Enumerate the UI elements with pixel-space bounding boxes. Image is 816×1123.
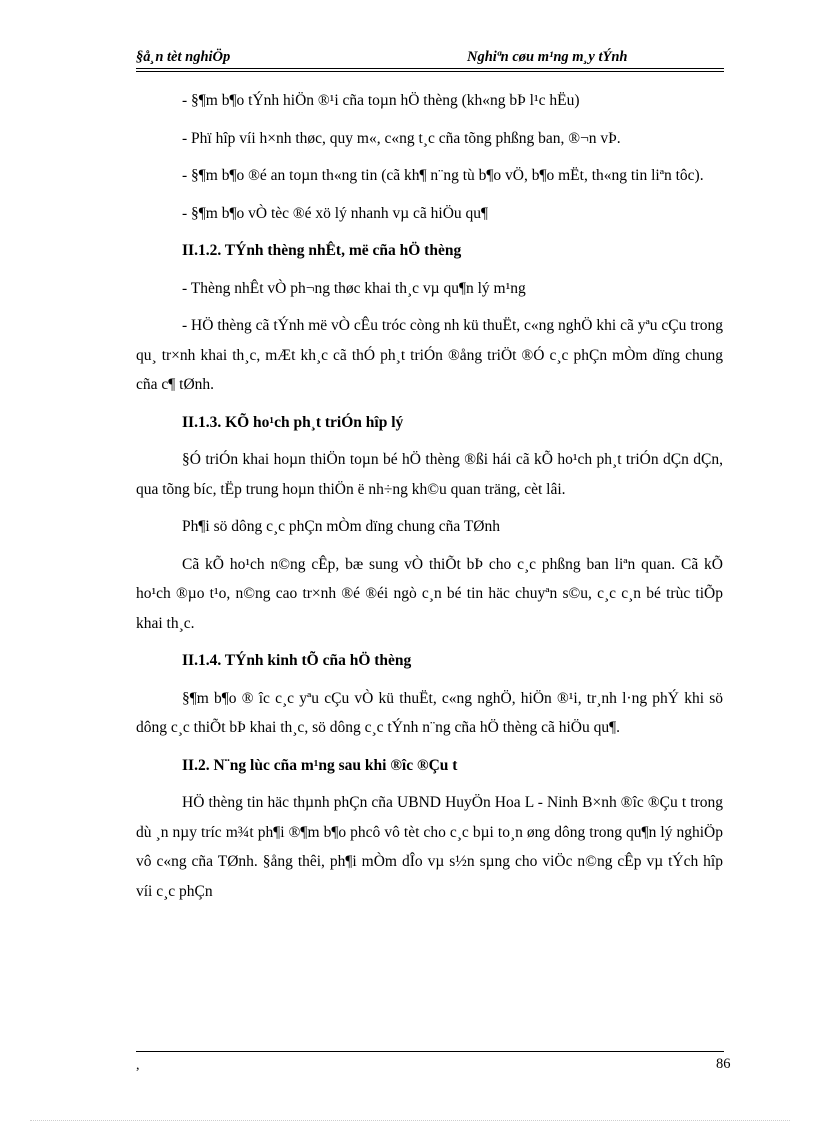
paragraph: - HÖ thèng cã tÝnh më vÒ cÊu tróc còng nh kü thuËt, c«ng nghÖ khi cã yªu cÇu trong qu¸ tr×nh khai th¸c, mÆt kh¸c cã thÓ ph¸t triÓn ®ång triÖt ®Ó c¸c phÇn mÒm dïng chung cña c¶ tØnh. [136,317,723,393]
header-right-title: Nghiªn cøu m¹ng m¸y tÝnh [467,49,628,65]
paragraph: - Thèng nhÊt vÒ ph¬ng thøc khai th¸c vµ qu¶n lý m¹ng [182,279,526,297]
paragraph: §Ó triÓn khai hoµn thiÖn toµn bé hÖ thèng ®ßi hái cã kÕ ho¹ch ph¸t triÓn dÇn dÇn, qua tõng bíc, tËp trung hoµn thiÖn ë nh÷ng kh©u quan träng, cèt lâi. [136,451,723,498]
paragraph: - §¶m b¶o ®é an toµn th«ng tin (cã kh¶ n¨ng tù b¶o vÖ, b¶o mËt, th«ng tin liªn tôc). [182,167,704,184]
header-rule [136,68,724,72]
header-left-title: §å¸n tèt nghiÖp [136,49,231,65]
page-edge-dotted-line [30,1120,790,1121]
footer-mark: , [136,1058,140,1073]
paragraph: HÖ thèng tin häc thµnh phÇn cña UBND HuyÖn Hoa L - Ninh B×nh ®îc ®Çu t trong dù ¸n nµy tríc m¾t ph¶i ®¶m b¶o phcô vô tèt cho c¸c bµi to¸n øng dông trong qu¶n lý nghiÖp vô c«ng cña TØnh. §ång thêi, ph¶i mÒm dÎo vµ s½n sµng cho viÖc n©ng cÊp vµ tÝch hîp víi c¸c phÇn [136,794,723,900]
paragraph: - §¶m b¶o vÒ tèc ®é xö lý nhanh vµ cã hiÖu qu¶ [182,204,489,222]
paragraph: - §¶m b¶o tÝnh hiÖn ®¹i cña toµn hÖ thèng (kh«ng bÞ l¹c hËu) [182,92,580,109]
section-heading: II.1.4. TÝnh kinh tÕ cña hÖ thèng [182,652,412,669]
footer-rule [136,1051,724,1052]
page-number: 86 [716,1056,731,1072]
section-heading: II.2. N¨ng lùc cña m¹ng sau khi ®îc ®Çu t [182,756,458,774]
paragraph: - Phï hîp víi h×nh thøc, quy m«, c«ng t¸c cña tõng phßng ban, ®¬n vÞ. [182,129,621,147]
section-heading: II.1.2. TÝnh thèng nhÊt, më cña hÖ thèng [182,242,462,259]
page-header [136,49,724,69]
paragraph: Cã kÕ ho¹ch n©ng cÊp, bæ sung vÒ thiÕt bÞ cho c¸c phßng ban liªn quan. Cã kÕ ho¹ch ®µo t¹o, n©ng cao tr×nh ®é ®éi ngò c¸n bé tin häc chuyªn s©u, c¸c c¸n bé trùc tiÕp khai th¸c. [136,555,723,632]
section-heading: II.1.3. KÕ ho¹ch ph¸t triÓn hîp lý [182,413,404,431]
paragraph: Ph¶i sö dông c¸c phÇn mÒm dïng chung cña TØnh [182,518,500,535]
document-body [136,86,723,914]
paragraph: §¶m b¶o ® îc c¸c yªu cÇu vÒ kü thuËt, c«ng nghÖ, hiÖn ®¹i, tr¸nh l·ng phÝ khi sö dông c¸c thiÕt bÞ khai th¸c, sö dông c¸c tÝnh n¨ng cña hÖ thèng cã hiÖu qu¶. [136,689,723,736]
